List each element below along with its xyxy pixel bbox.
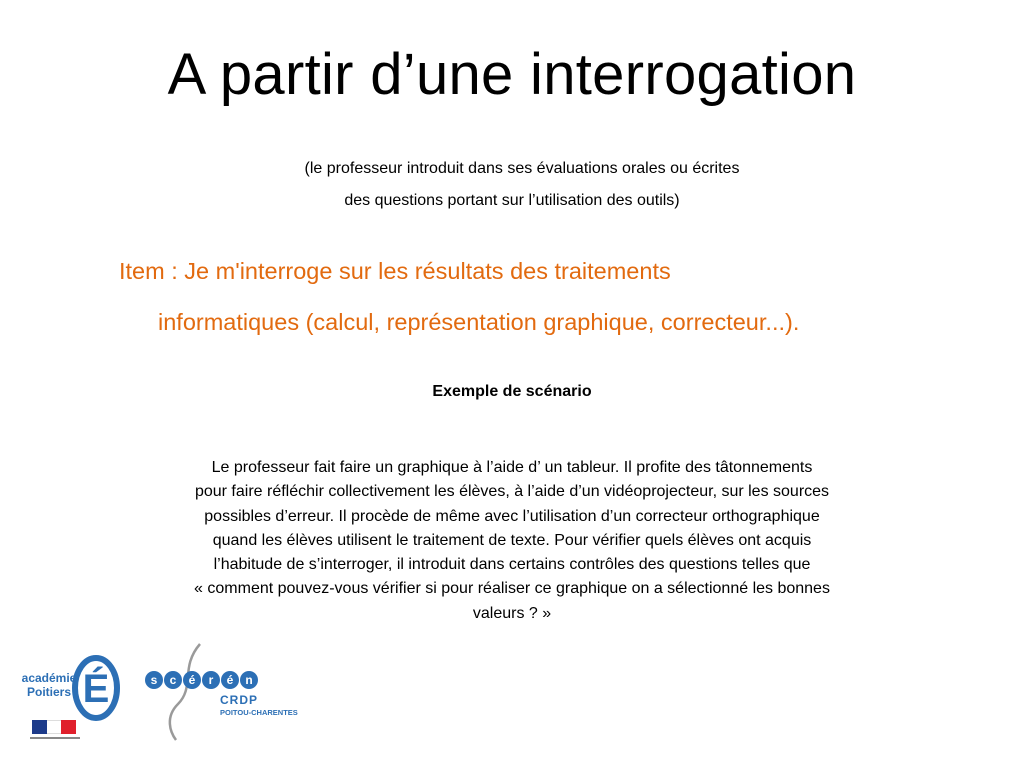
french-flag-icon xyxy=(32,720,76,734)
republique-caption-mark xyxy=(30,735,80,741)
scenario-line: pour faire réfléchir collectivement les élèves, à l’aide d’un vidéoprojecteur, sur les sources xyxy=(194,483,830,501)
slide-title: A partir d’une interrogation xyxy=(167,42,857,107)
sceren-swoosh-icon xyxy=(170,644,200,740)
crdp-text: CRDP xyxy=(220,693,259,707)
item-line: informatiques (calcul, représentation graphique, correcteur...). xyxy=(158,309,800,335)
crdp-region-text: POITOU-CHARENTES xyxy=(220,708,298,717)
scenario-line: quand les élèves utilisent le traitement de texte. Pour vérifier quels élèves ont acquis xyxy=(212,531,812,549)
sceren-letter: é xyxy=(188,673,196,687)
sceren-letter: r xyxy=(208,673,214,687)
sceren-letter: é xyxy=(226,673,234,687)
scenario-paragraph xyxy=(0,456,1024,626)
academie-logo-text: Poitiers xyxy=(26,685,72,699)
scenario-heading: Exemple de scénario xyxy=(432,383,592,400)
subtitle-line: (le professeur introduit dans ses évaluations orales ou écrites xyxy=(304,160,740,177)
scenario-line: valeurs ? » xyxy=(472,604,552,622)
sceren-letter-circles xyxy=(145,671,258,689)
sceren-letter: c xyxy=(169,673,177,687)
sceren-letter: n xyxy=(245,673,253,687)
scenario-line: « comment pouvez-vous vérifier si pour réaliser ce graphique on a sélectionné les bonnes xyxy=(194,580,830,598)
scenario-line: Le professeur fait faire un graphique à l’aide d’ un tableur. Il profite des tâtonnements xyxy=(211,459,813,476)
sceren-letter: s xyxy=(150,673,158,687)
academie-logo-letter: É xyxy=(82,667,110,711)
scenario-line: l’habitude de s’interroger, il introduit dans certains contrôles des questions telles que xyxy=(213,556,811,574)
item-line: Item : Je m'interroge sur les résultats des traitements xyxy=(119,258,671,284)
scenario-line: possibles d’erreur. Il procède de même avec l’utilisation d’un correcteur orthographique xyxy=(204,507,820,525)
academie-logo-text: académie xyxy=(21,671,77,685)
sceren-crdp-logo xyxy=(140,642,305,742)
subtitle-line: des questions portant sur l’utilisation des outils) xyxy=(344,192,680,209)
